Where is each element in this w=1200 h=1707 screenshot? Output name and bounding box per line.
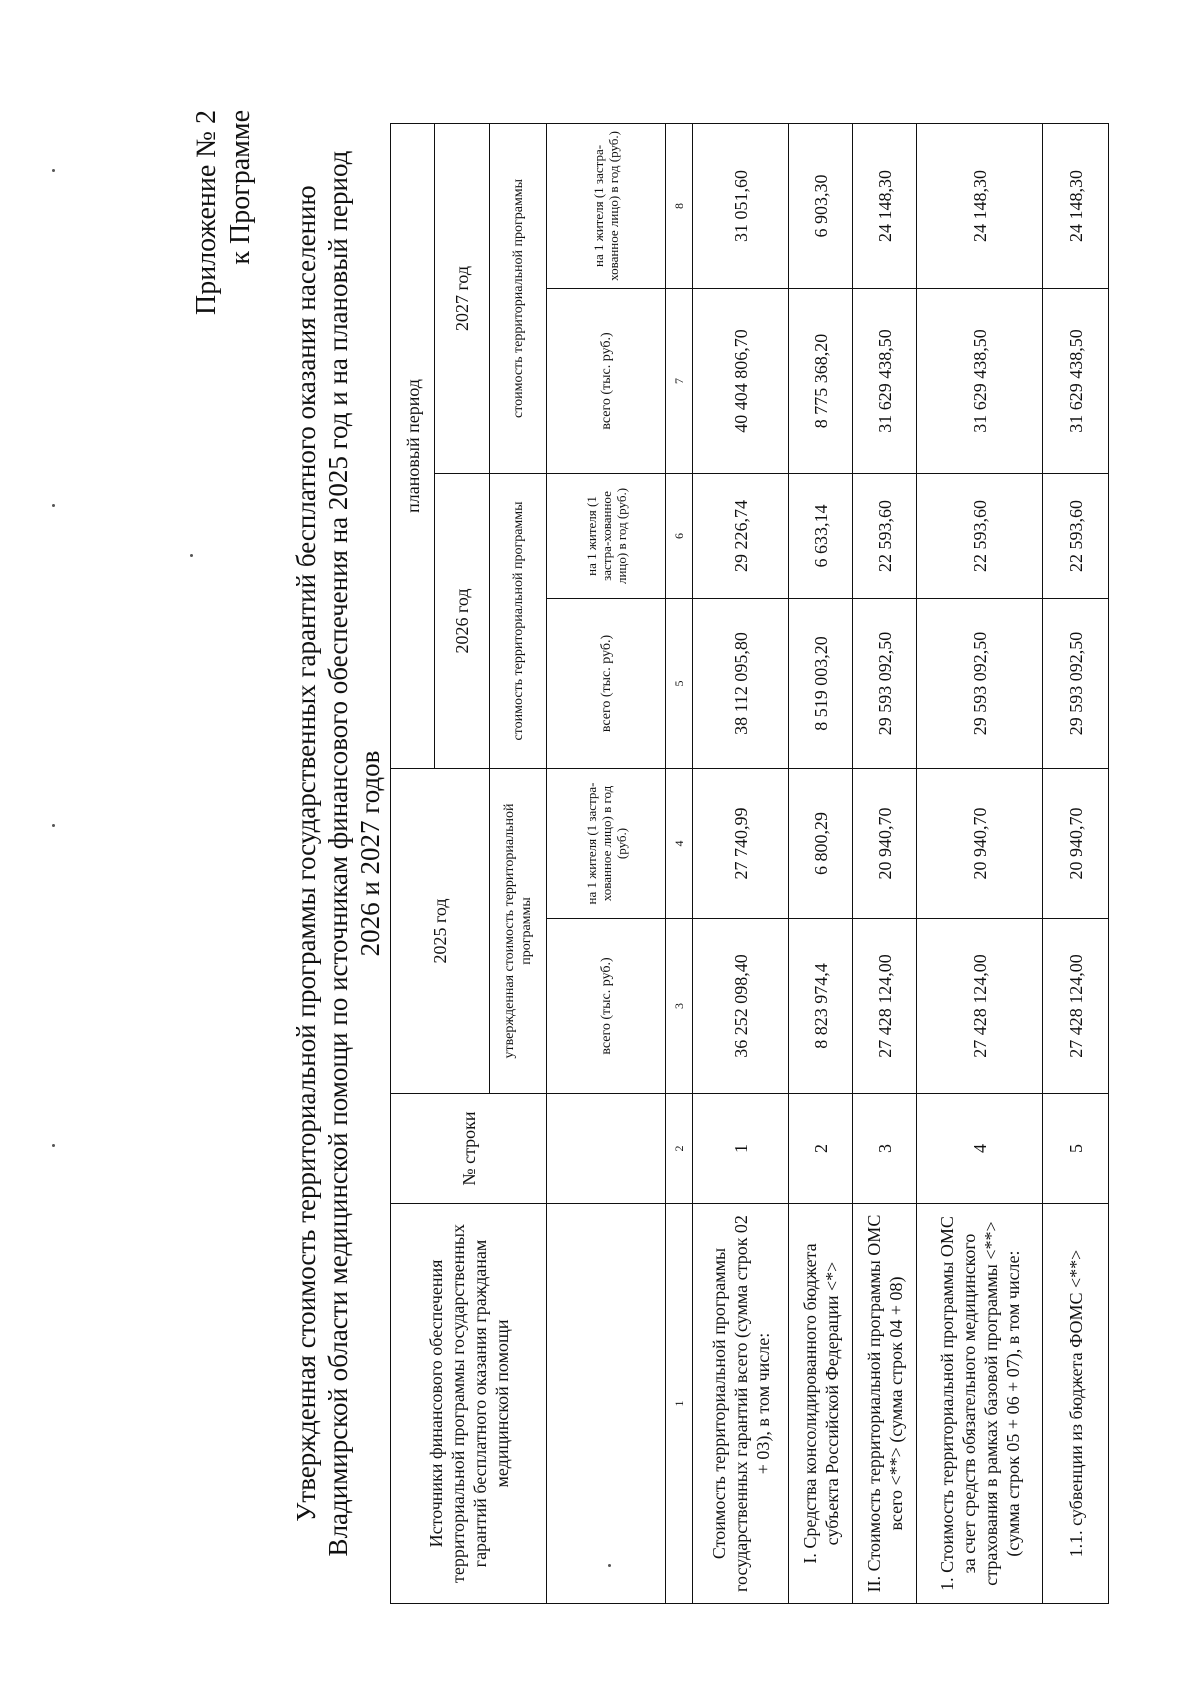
value-2025-per-capita: 27 740,99 (693, 768, 789, 918)
scan-speck (52, 504, 55, 507)
column-number: 6 (666, 473, 693, 598)
value-2027-per-capita: 6 903,30 (789, 123, 853, 288)
scan-speck (52, 824, 55, 827)
appendix-program: к Программе (225, 110, 256, 265)
row-label: I. Средства консолидированного бюджета субъекта Российской Федерации <*> (789, 1204, 853, 1604)
table-row (853, 123, 917, 1603)
header-total-2025: всего (тыс. руб.) (547, 919, 666, 1094)
row-label: 1.1. субвенции из бюджета ФОМС <**> (1043, 1204, 1109, 1604)
value-2025-total: 8 823 974,4 (789, 919, 853, 1094)
value-2025-total: 27 428 124,00 (917, 919, 1043, 1094)
table-row (1043, 123, 1109, 1603)
value-2026-per-capita: 22 593,60 (853, 473, 917, 598)
table-row (789, 123, 853, 1603)
header-per-capita-2026: на 1 жителя (1 застра-хованное лицо) в год (руб.) (547, 473, 666, 598)
scan-speck (190, 554, 193, 557)
table-row (917, 123, 1043, 1603)
header-source: Источники финансового обеспечения территориальной программы государственных гарантий бесплатного оказания гражданам медицинской помощи (391, 1204, 547, 1604)
value-2027-total: 31 629 438,50 (917, 288, 1043, 473)
value-2025-per-capita: 20 940,70 (917, 768, 1043, 918)
header-year-2025: 2025 год (391, 768, 490, 1093)
value-2026-per-capita: 22 593,60 (1043, 473, 1109, 598)
value-2026-total: 29 593 092,50 (917, 598, 1043, 768)
value-2027-total: 31 629 438,50 (1043, 288, 1109, 473)
header-approved-cost: утвержденная стоимость территориальной программы (490, 768, 547, 1093)
appendix-note (190, 110, 258, 315)
row-number: 1 (693, 1094, 789, 1204)
row-number: 4 (917, 1094, 1043, 1204)
table-row (693, 123, 789, 1603)
row-label: II. Стоимость территориальной программы ОМС всего <**> (сумма строк 04 + 08) (853, 1204, 917, 1604)
row-label: Стоимость территориальной программы государственных гарантий всего (сумма строк 02 + 03), в том числе: (693, 1204, 789, 1604)
column-number: 2 (666, 1094, 693, 1204)
column-number: 3 (666, 919, 693, 1094)
row-number: 2 (789, 1094, 853, 1204)
header-blank-row-number (547, 1094, 666, 1204)
value-2027-per-capita: 31 051,60 (693, 123, 789, 288)
row-number: 5 (1043, 1094, 1109, 1204)
scan-speck (52, 1144, 55, 1147)
header-planned-period: плановый период (391, 123, 435, 768)
cost-table (390, 123, 1109, 1604)
column-number: 7 (666, 288, 693, 473)
header-program-cost-2026: стоимость территориальной программы (490, 473, 547, 768)
header-program-cost-2027: стоимость территориальной программы (490, 123, 547, 473)
value-2026-per-capita: 22 593,60 (917, 473, 1043, 598)
value-2026-per-capita: 29 226,74 (693, 473, 789, 598)
column-number: 4 (666, 768, 693, 918)
header-row-1 (391, 123, 435, 1603)
column-number: 1 (666, 1204, 693, 1604)
header-row-number: № строки (391, 1094, 547, 1204)
value-2026-total: 29 593 092,50 (853, 598, 917, 768)
header-row-4 (547, 123, 666, 1603)
value-2025-total: 27 428 124,00 (853, 919, 917, 1094)
column-number: 8 (666, 123, 693, 288)
row-number: 3 (853, 1094, 917, 1204)
value-2027-total: 31 629 438,50 (853, 288, 917, 473)
header-blank-source (547, 1204, 666, 1604)
header-year-2027: 2027 год (435, 123, 490, 473)
title-line-1: Утвержденная стоимость территориальной программы государственных гарантий бесплатного оказания населению (291, 185, 321, 1522)
header-total-2026: всего (тыс. руб.) (547, 598, 666, 768)
title-line-3: 2026 и 2027 годов (355, 750, 385, 957)
value-2026-total: 29 593 092,50 (1043, 598, 1109, 768)
value-2027-per-capita: 24 148,30 (853, 123, 917, 288)
value-2027-per-capita: 24 148,30 (1043, 123, 1109, 288)
header-total-2027: всего (тыс. руб.) (547, 288, 666, 473)
header-per-capita-2025: на 1 жителя (1 застра-хованное лицо) в год (руб.) (547, 768, 666, 918)
scan-speck (52, 169, 55, 172)
value-2027-total: 8 775 368,20 (789, 288, 853, 473)
appendix-number: Приложение № 2 (191, 110, 222, 315)
header-per-capita-2027: на 1 жителя (1 застра-хованное лицо) в год (руб.) (547, 123, 666, 288)
title-line-2: Владимирской области медицинской помощи по источникам финансового обеспечения на 2025 год и на плановый период (323, 150, 353, 1557)
value-2026-total: 8 519 003,20 (789, 598, 853, 768)
value-2026-per-capita: 6 633,14 (789, 473, 853, 598)
document-title (290, 0, 386, 1707)
value-2027-total: 40 404 806,70 (693, 288, 789, 473)
row-label: 1. Стоимость территориальной программы ОМС за счет средств обязательного медицинского страхования в рамках базовой программы <**> (сумма строк 05 + 06 + 07), в том числе: (917, 1204, 1043, 1604)
value-2025-total: 36 252 098,40 (693, 919, 789, 1094)
column-number: 5 (666, 598, 693, 768)
value-2025-per-capita: 20 940,70 (853, 768, 917, 918)
value-2025-total: 27 428 124,00 (1043, 919, 1109, 1094)
value-2025-per-capita: 6 800,29 (789, 768, 853, 918)
value-2027-per-capita: 24 148,30 (917, 123, 1043, 288)
value-2026-total: 38 112 095,80 (693, 598, 789, 768)
scan-speck (608, 1564, 611, 1567)
header-year-2026: 2026 год (435, 473, 490, 768)
column-number-row (666, 123, 693, 1603)
value-2025-per-capita: 20 940,70 (1043, 768, 1109, 918)
